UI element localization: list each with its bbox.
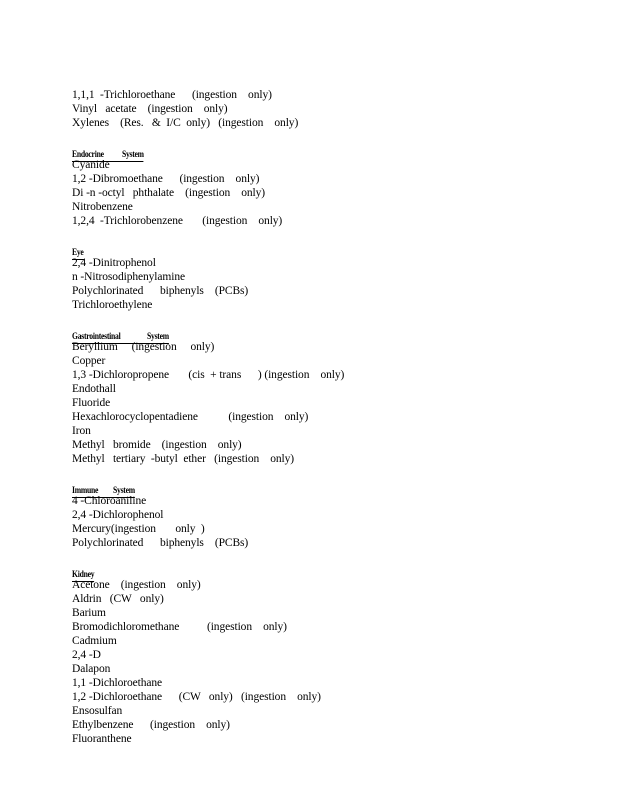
section-immune — [72, 480, 592, 550]
list-item: Aldrin (CW only) — [72, 593, 164, 605]
top-list — [72, 88, 592, 130]
list-item: Mercury(ingestion only ) — [72, 523, 205, 535]
section-gastrointestinal — [72, 326, 592, 466]
list-item: Iron — [72, 425, 91, 437]
list-item: Trichloroethylene — [72, 299, 153, 311]
list-item: Fluoranthene — [72, 733, 132, 745]
section-kidney — [72, 564, 592, 746]
section-endocrine — [72, 144, 592, 228]
list-item: n -Nitrosodiphenylamine — [72, 271, 185, 283]
list-item: Ensosulfan — [72, 705, 123, 717]
list-item: Vinyl acetate (ingestion only) — [72, 103, 228, 115]
list-item: Xylenes (Res. & I/C only) (ingestion only) — [72, 117, 299, 129]
list-item: Polychlorinated biphenyls (PCBs) — [72, 537, 249, 549]
list-item: Ethylbenzene (ingestion only) — [72, 719, 230, 731]
section-heading: Kidney — [72, 567, 94, 582]
section-heading: Gastrointestinal System — [72, 329, 169, 344]
list-item: 1,1 -Dichloroethane — [72, 677, 163, 689]
list-item: 1,2 -Dibromoethane (ingestion only) — [72, 173, 260, 185]
list-item: Nitrobenzene — [72, 201, 133, 213]
list-item: 4 -Chloroaniline — [72, 495, 147, 507]
list-item: Cyanide — [72, 159, 110, 171]
list-item: 1,2 -Dichloroethane (CW only) (ingestion only) — [72, 691, 321, 703]
list-item: 2,4 -D — [72, 649, 101, 661]
list-item: Fluoride — [72, 397, 111, 409]
list-item: Methyl bromide (ingestion only) — [72, 439, 242, 451]
list-item: Hexachlorocyclopentadiene (ingestion only) — [72, 411, 309, 423]
list-item: Cadmium — [72, 635, 117, 647]
list-item: Methyl tertiary -butyl ether (ingestion only) — [72, 453, 294, 465]
list-item: 1,3 -Dichloropropene (cis + trans ) (ingestion only) — [72, 369, 345, 381]
list-item: Endothall — [72, 383, 116, 395]
section-eye — [72, 242, 592, 312]
section-heading: Immune System — [72, 483, 135, 498]
list-item: 2,4 -Dinitrophenol — [72, 257, 156, 269]
list-item: Acetone (ingestion only) — [72, 579, 201, 591]
list-item: Bromodichloromethane (ingestion only) — [72, 621, 287, 633]
list-item: 2,4 -Dichlorophenol — [72, 509, 164, 521]
section-heading: Eye — [72, 245, 84, 260]
list-item: Dalapon — [72, 663, 111, 675]
document-page — [72, 88, 592, 746]
list-item: Polychlorinated biphenyls (PCBs) — [72, 285, 249, 297]
list-item: Barium — [72, 607, 106, 619]
list-item: 1,1,1 -Trichloroethane (ingestion only) — [72, 89, 272, 101]
list-item: 1,2,4 -Trichlorobenzene (ingestion only) — [72, 215, 283, 227]
list-item: Beryllium (ingestion only) — [72, 341, 215, 353]
list-item: Di -n -octyl phthalate (ingestion only) — [72, 187, 265, 199]
list-item: Copper — [72, 355, 106, 367]
section-heading: Endocrine System — [72, 147, 144, 162]
